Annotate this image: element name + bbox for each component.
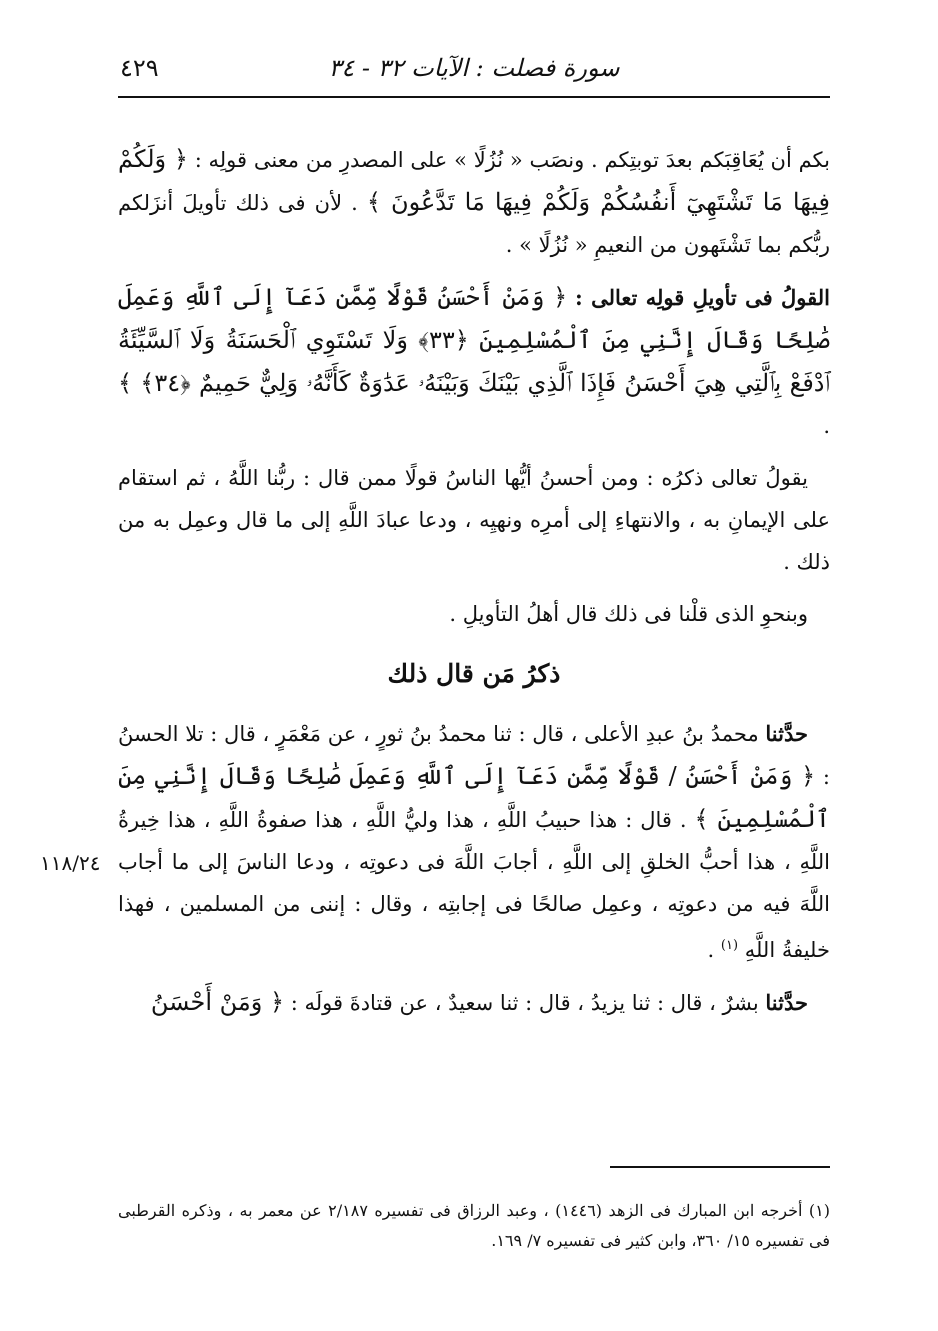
paragraph-text: بشرٌ ، قال : ثنا يزيدُ ، قال : ثنا سعيدٌ ، عن قتادةَ قولَه : [290, 991, 759, 1015]
paragraph-6 [118, 981, 830, 1024]
paragraph-text: . [707, 938, 715, 962]
paragraph-text: محمدُ بنُ عبدِ الأعلى ، قال : ثنا محمدُ بنُ ثورٍ ، عن مَعْمَرٍ ، قال : تلا الحسنُ : [118, 722, 830, 789]
body-text [118, 138, 830, 1034]
paragraph-1 [118, 138, 830, 266]
running-title: سورة فصلت : الآيات ٣٢ - ٣٤ [328, 54, 620, 82]
paragraph-text: . قال : هذا حبيبُ اللَّهِ ، هذا وليُّ اللَّهِ ، هذا صفوةُ اللَّهِ ، هذا خِيرةُ اللَّهِ ، هذا أحبُّ الخلقِ إلى اللَّهِ ، أجابَ اللَّهَ فى دعوتِه ، ودعا الناسَ إلى ما أجاب اللَّهَ فيه من دعوتِه ، وعمِل صالحًا فى إجابتِه ، وقال : إننى من المسلمين ، فهذا خليفةُ اللَّهِ [118, 808, 830, 962]
hadith-lead: حدَّثنا [765, 990, 808, 1015]
paragraph-5 [118, 713, 830, 971]
footnote: (١) أخرجه ابن المبارك فى الزهد (١٤٤٦) ، وعبد الرزاق فى تفسيره ٢/١٨٧ عن معمر به ، وذكره القرطبى فى تفسيره ١٥/ ٣٦٠، وابن كثير فى تفسيره ٧/ ١٦٩. [118, 1201, 831, 1250]
paragraph-2 [118, 276, 830, 447]
paragraph-4: وبنحوِ الذى قلْنا فى ذلك قال أهلُ التأويلِ . [449, 602, 808, 626]
page-header [118, 48, 830, 98]
paragraph-text: . [823, 414, 830, 438]
page-number: ٤٢٩ [120, 54, 159, 82]
section-lead: القولُ فى تأويلِ قولِه تعالى : [574, 285, 831, 310]
quran-quote: ﴿ وَمَنْ أَحْسَنُ قَوْلًا مِّمَّن دَعَآ إِلَى ٱللَّهِ وَعَمِلَ صَٰلِحًا وَقَالَ إِنَّنِي مِنَ ٱلْمُسْلِمِينَ ﴿٣٣﴾ وَلَا تَسْتَوِي ٱلْحَسَنَةُ وَلَا ٱلسَّيِّئَةُ ٱدْفَعْ بِٱلَّتِي هِيَ أَحْسَنُ فَإِذَا ٱلَّذِي بَيْنَكَ وَبَيْنَهُۥ عَدَٰوَةٌ كَأَنَّهُۥ وَلِيٌّ حَمِيمٌ ﴿٣٤﴾ ﴾ [118, 283, 830, 397]
paragraph-text: . لأن فى ذلك تأويلَ أنزَلكم ربُّكم بما تَشْتَهون من النعيمِ « نُزُلًا » . [118, 191, 830, 257]
quran-quote: ﴿ وَمَنْ أَحْسَنُ [150, 988, 285, 1016]
paragraph-3: يقولُ تعالى ذكرُه : ومن أحسنُ أيُّها الناسُ قولًا ممن قال : ربُّنا اللَّهُ ، ثم استقام على الإيمانِ به ، والانتهاءِ إلى أمرِه ونهيِه ، ودعا عبادَ اللَّهِ إلى ما قال وعمِل به من ذلك . [118, 466, 830, 574]
paragraph-text: بكم أن يُعَاقِبَكم بعدَ توبتِكم . ونصَب « نُزُلًا » على المصدرِ من معنى قولِه : [194, 148, 830, 172]
section-heading: ذكرُ مَن قال ذلك [387, 659, 561, 688]
header-rule [118, 96, 830, 98]
footnote-rule [610, 1166, 830, 1168]
footnote-marker: (١) [720, 938, 739, 953]
hadith-lead: حدَّثنا [765, 721, 808, 746]
margin-reference: ١١٨/٢٤ [40, 851, 101, 875]
quran-quote: ﴿ وَمَنْ أَحْسَنُ / قَوْلًا مِّمَّن دَعَآ إِلَى ٱللَّهِ وَعَمِلَ صَٰلِحًا وَقَالَ إِنَّنِي مِنَ ٱلْمُسْلِمِينَ ﴾ [118, 762, 830, 833]
quran-quote: ﴿ وَلَكُمْ فِيهَا مَا تَشْتَهِيٓ أَنفُسُكُمْ وَلَكُمْ فِيهَا مَا تَدَّعُونَ ﴾ [118, 145, 830, 216]
